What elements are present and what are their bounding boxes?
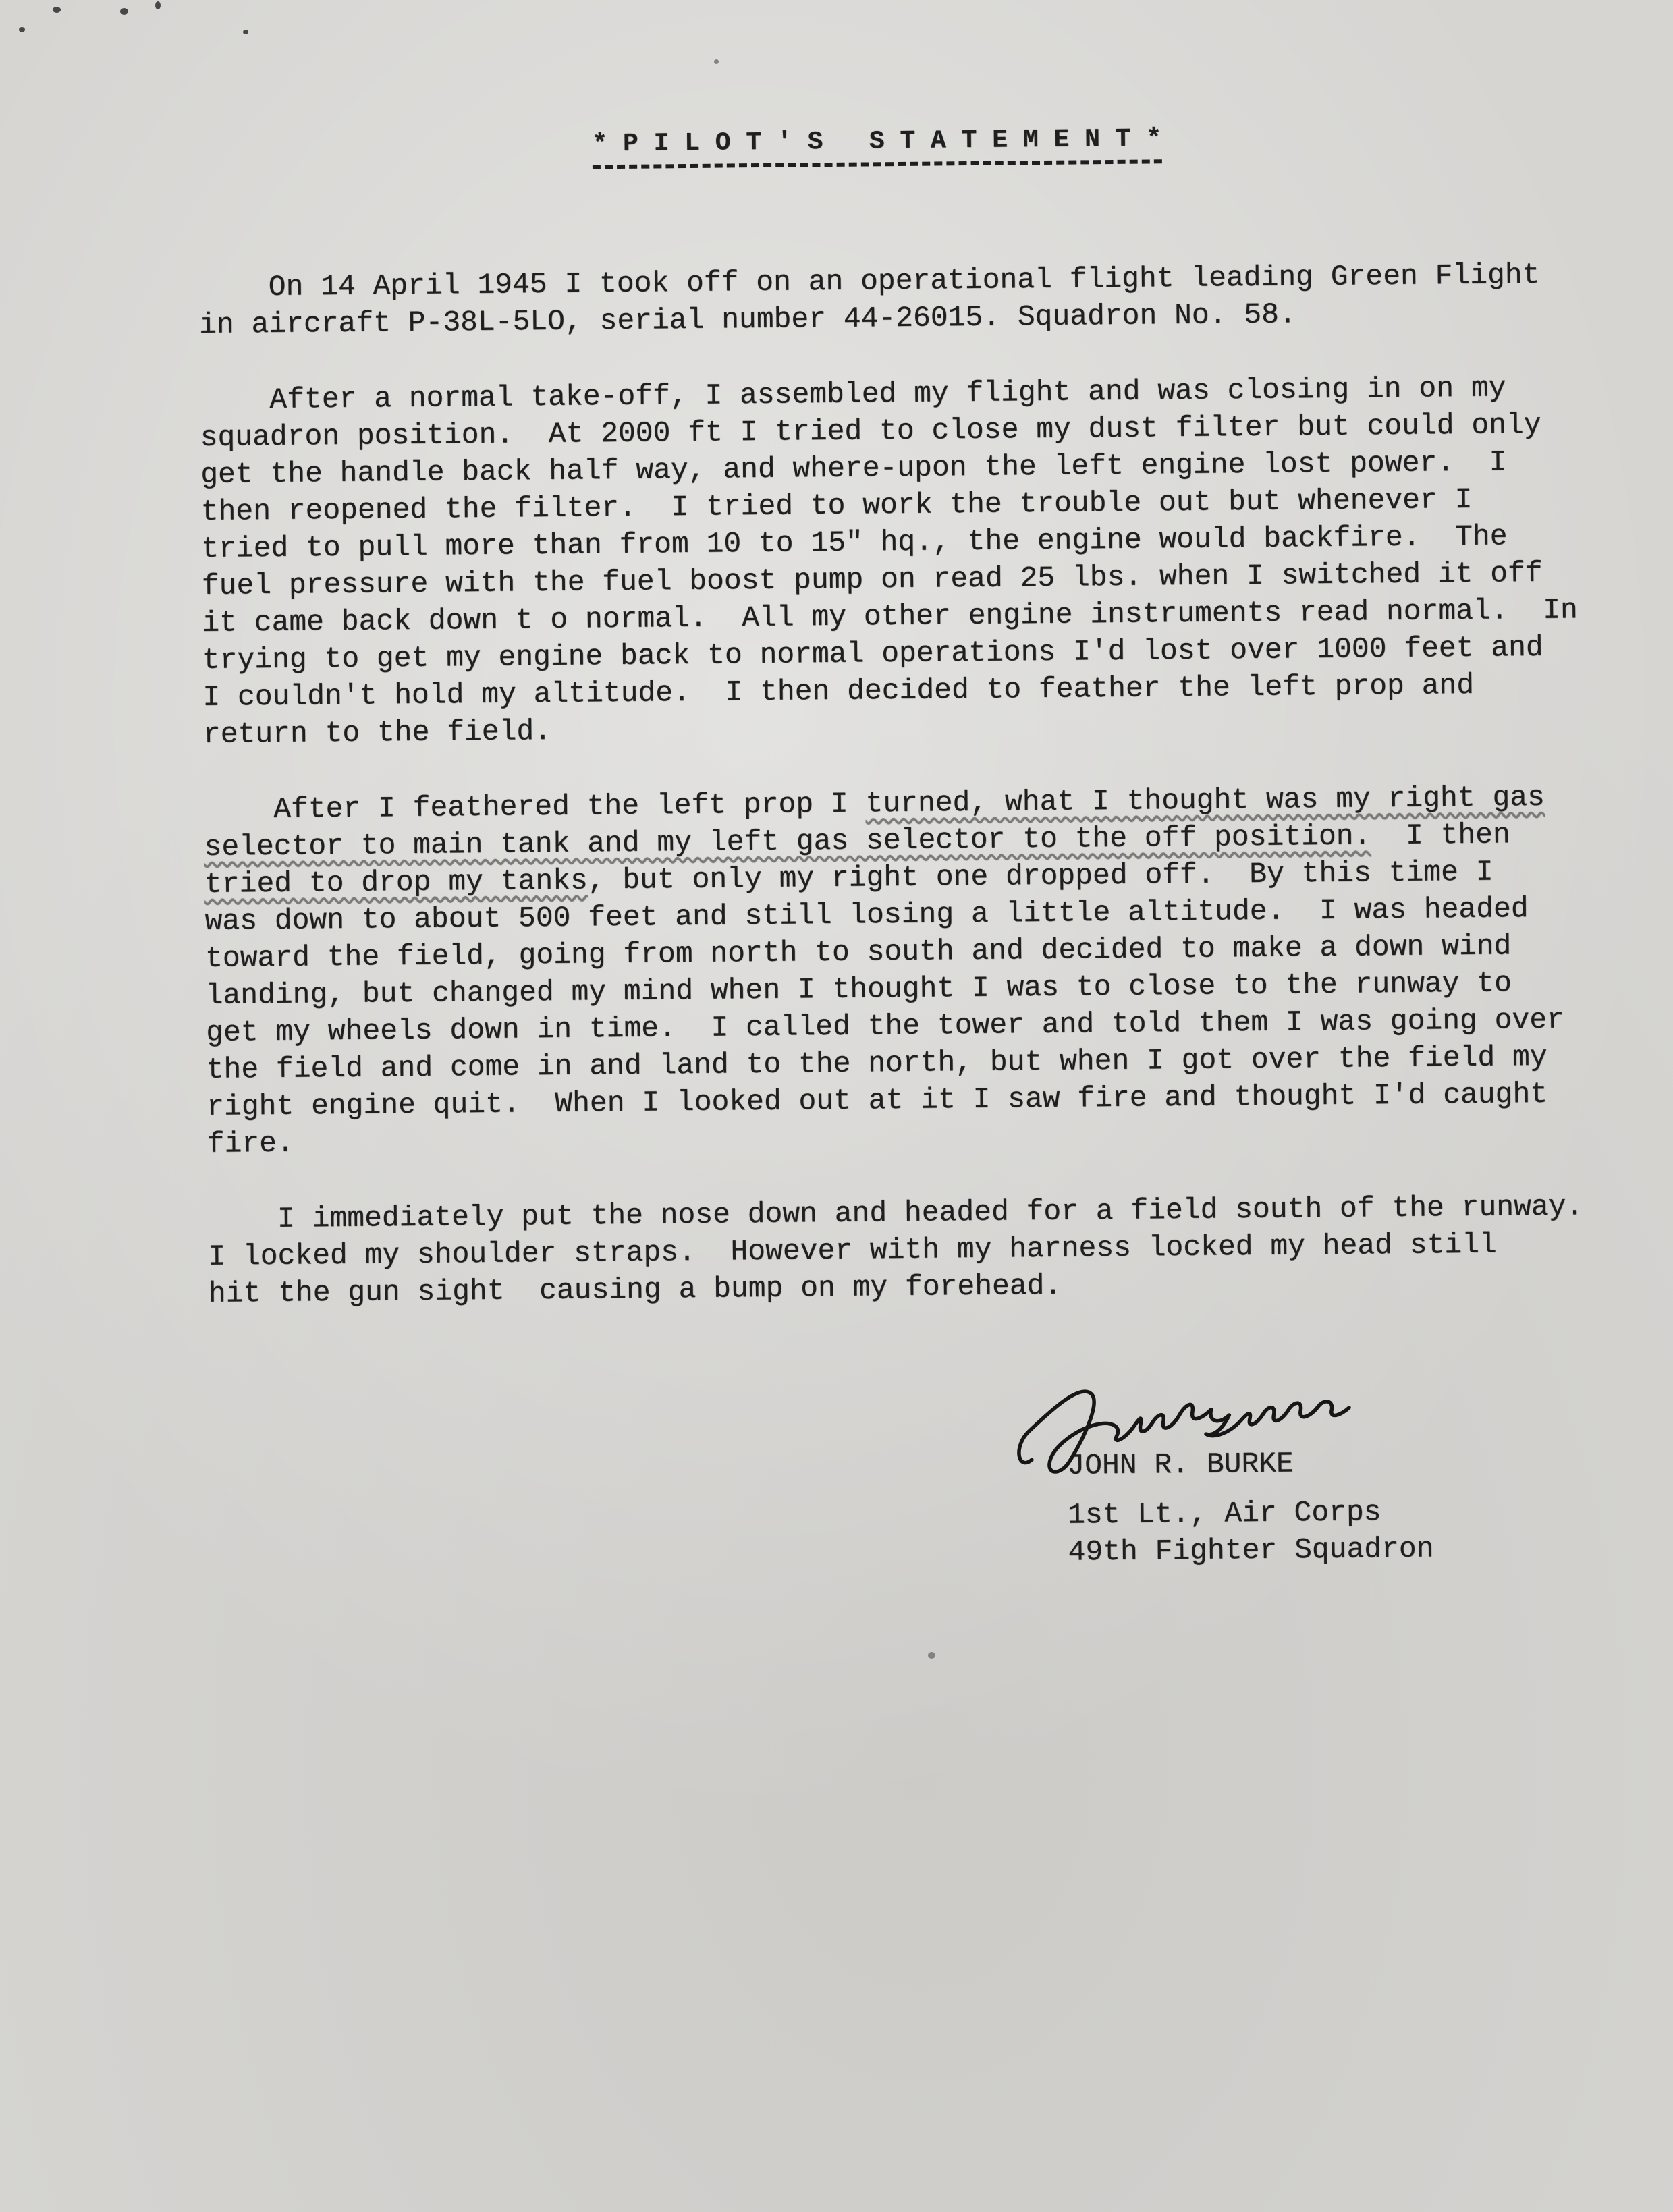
- typed-text: it came back down t o normal. All my other engine instruments read normal. In: [202, 593, 1579, 640]
- signature-block: [1066, 1366, 1605, 1571]
- paragraph: [204, 778, 1601, 1163]
- typed-text: After a normal take-off, I assembled my flight and was closing in on my: [199, 371, 1506, 417]
- signatory-typed-name: JOHN R. BURKE: [1067, 1447, 1294, 1483]
- typed-text: trying to get my engine back to normal operations I'd lost over 1000 feet and: [202, 630, 1543, 677]
- scan-speck: [155, 1, 161, 9]
- typed-text: toward the field, going from north to south and decided to make a down wind: [204, 929, 1512, 975]
- handwritten-signature-icon: [1007, 1360, 1363, 1483]
- typed-text: in aircraft P-38L-5LO, serial number 44-26015. Squadron No. 58.: [198, 298, 1296, 341]
- signatory-unit: 49th Fighter Squadron: [1068, 1532, 1434, 1569]
- document-content: [197, 91, 1605, 1579]
- page-title: * P I L O T ' S S T A T E M E N T *: [592, 124, 1161, 169]
- typed-text: the field and come in and land to the north, but when I got over the field my: [206, 1040, 1547, 1086]
- typed-text: I immediately put the nose down and headed for a field south of the runway.: [207, 1190, 1584, 1236]
- scan-speck: [928, 1652, 935, 1659]
- typed-text: right engine quit. When I looked out at it I saw fire and thought I'd caught: [207, 1077, 1548, 1124]
- typed-text: squadron position. At 2000 ft I tried to close my dust filter but could only: [200, 408, 1541, 454]
- typed-text: return to the field.: [202, 715, 552, 751]
- typed-text: hit the gun sight causing a bump on my forehead.: [208, 1269, 1062, 1310]
- typed-text: I locked my shoulder straps. However with my harness locked my head still: [208, 1227, 1498, 1273]
- signatory-rank: 1st Lt., Air Corps: [1067, 1495, 1381, 1532]
- typed-text: landing, but changed my mind when I thought I was to close to the runway to: [205, 966, 1512, 1012]
- typed-text: , but only my right one dropped off. By this time I: [587, 855, 1493, 897]
- paragraph: [198, 256, 1593, 343]
- scan-speck: [53, 7, 61, 13]
- typed-text: After I feathered the left prop I: [203, 787, 866, 827]
- typed-text: tried to pull more than from 10 to 15" hq., the engine would backfire. The: [201, 520, 1508, 565]
- scan-speck: [714, 59, 719, 64]
- typed-text: then reopened the filter. I tried to work the trouble out but whenever I: [200, 482, 1473, 528]
- typed-text: I couldn't hold my altitude. I then decided to feather the left prop and: [202, 668, 1475, 714]
- typed-text: get my wheels down in time. I called the tower and told them I was going over: [205, 1003, 1565, 1049]
- typed-text: get the handle back half way, and where-upon the left engine lost power. I: [200, 445, 1507, 491]
- title-row: [197, 91, 1591, 202]
- paragraph: [208, 1188, 1602, 1312]
- paragraph: [200, 368, 1597, 753]
- pencil-underlined-text: selector to main tank and my left gas selector to the off position.: [204, 819, 1371, 864]
- pencil-underlined-text: turned, what I thought was my right gas: [865, 780, 1545, 821]
- pencil-underlined-text: tried to drop my tanks: [204, 864, 588, 901]
- typed-text: On 14 April 1945 I took off on an operational flight leading Green Flight: [198, 258, 1540, 304]
- typed-text: I then: [1371, 818, 1511, 853]
- typed-text: fuel pressure with the fuel boost pump on read 25 lbs. when I switched it off: [201, 556, 1543, 603]
- statement-body: [198, 256, 1602, 1312]
- typed-text: fire.: [207, 1126, 295, 1161]
- scan-speck: [243, 30, 248, 34]
- scan-speck: [120, 8, 128, 15]
- typed-text: was down to about 500 feet and still losing a little altitude. I was headed: [204, 892, 1529, 938]
- scan-speck: [19, 27, 25, 32]
- signatory-title-group: [1068, 1491, 1605, 1571]
